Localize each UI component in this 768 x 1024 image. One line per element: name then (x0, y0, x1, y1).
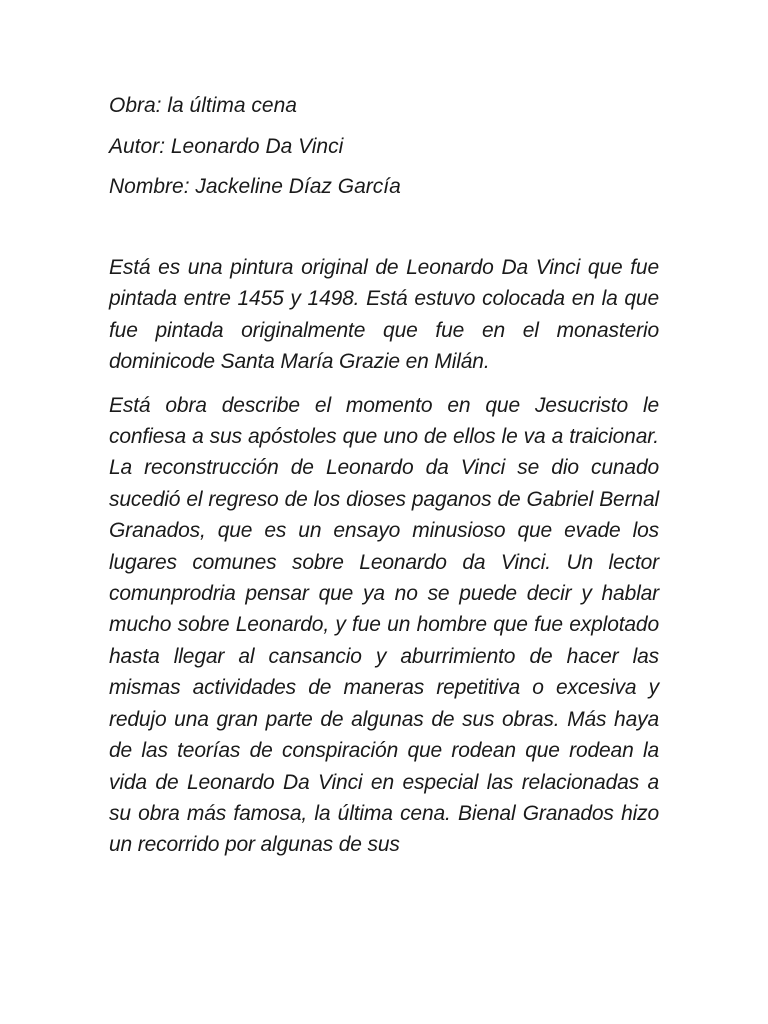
author-line: Autor: Leonardo Da Vinci (109, 134, 344, 158)
document-body (109, 252, 659, 873)
paragraph-intro: Está es una pintura original de Leonardo Da Vinci que fue pintada entre 1455 y 1498. Está estuvo colocada en la que fue pintada originalmente que fue en el monasterio dominicode Santa María Grazie en Milán. (109, 256, 659, 374)
student-name-line: Nombre: Jackeline Díaz García (109, 175, 401, 198)
document-header (109, 86, 669, 208)
paragraph-description: Está obra describe el momento en que Jesucristo le confiesa a sus apóstoles que uno de ellos le va a traicionar. La reconstrucción de Leonardo da Vinci se dio cunado sucedió el regreso de los dioses paganos de Gabriel Bernal Granados, que es un ensayo minusioso que evade los lugares comunes sobre Leonardo da Vinci. Un lector comunprodria pensar que ya no se puede decir y hablar mucho sobre Leonardo, y fue un hombre que fue explotado hasta llegar al cansancio y aburrimiento de hacer las mismas actividades de maneras repetitiva o excesiva y redujo una gran parte de algunas de sus obras. Más haya de las teorías de conspiración que rodean que rodean la vida de Leonardo Da Vinci en especial las relacionadas a su obra más famosa, la última cena. Bienal Granados hizo un recorrido por algunas de sus (109, 393, 659, 857)
work-title-line: Obra: la última cena (109, 94, 297, 117)
